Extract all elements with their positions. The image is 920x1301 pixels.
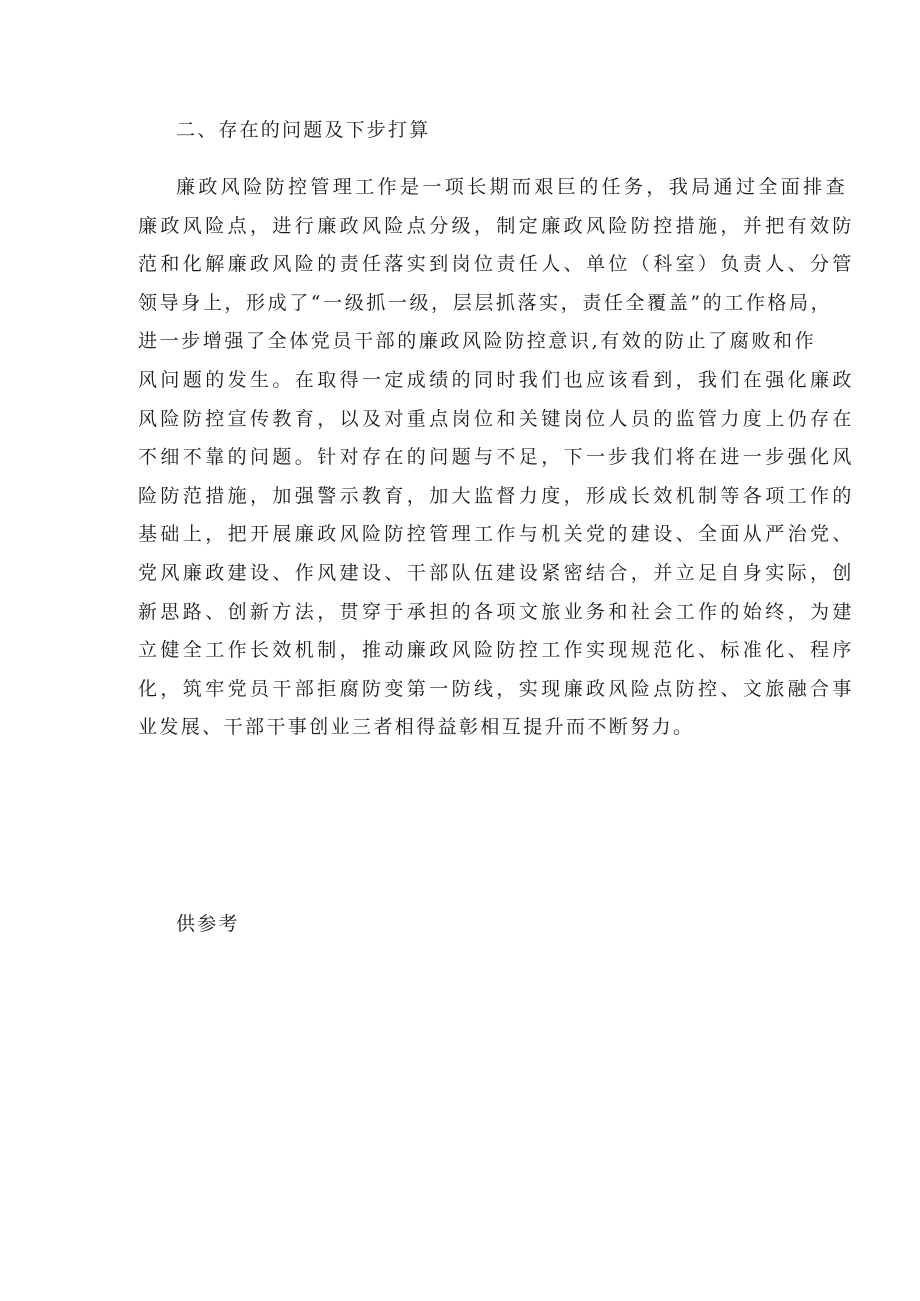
- paragraph-line: 廉政风险防控管理工作是一项长期而艰巨的任务，我局通过全面排查: [176, 176, 849, 198]
- paragraph-line: 领导身上，形成了“一级抓一级，层层抓落实，责任全覆盖”的工作格局，: [138, 291, 833, 314]
- paragraph-line: 新思路、创新方法，贯穿于承担的各项文旅业务和社会工作的始终，为建: [138, 600, 855, 623]
- closing-note: 供参考: [176, 913, 240, 935]
- body-paragraph: [138, 168, 855, 747]
- paragraph-line: 化，筑牢党员干部拒腐防变第一防线，实现廉政风险点防控、文旅融合事: [138, 677, 855, 700]
- paragraph-line: 基础上，把开展廉政风险防控管理工作与机关党的建设、全面从严治党、: [138, 523, 855, 546]
- section-heading: 二、存在的问题及下步打算: [176, 119, 431, 141]
- paragraph-line: 党风廉政建设、作风建设、干部队伍建设紧密结合，并立足自身实际，创: [138, 561, 855, 584]
- paragraph-line: 范和化解廉政风险的责任落实到岗位责任人、单位（科室）负责人、分管: [138, 253, 855, 276]
- paragraph-line: 进一步增强了全体党员干部的廉政风险防控意识,有效的防止了腐败和作: [138, 330, 817, 353]
- paragraph-line: 不细不靠的问题。针对存在的问题与不足，下一步我们将在进一步强化风: [138, 446, 855, 469]
- paragraph-line: 业发展、干部干事创业三者相得益彰相互提升而不断努力。: [138, 716, 695, 739]
- paragraph-line: 廉政风险点，进行廉政风险点分级，制定廉政风险防控措施，并把有效防: [138, 214, 855, 237]
- paragraph-line: 立健全工作长效机制，推动廉政风险防控工作实现规范化、标准化、程序: [138, 639, 855, 662]
- paragraph-line: 风险防控宣传教育，以及对重点岗位和关键岗位人员的监管力度上仍存在: [138, 407, 855, 430]
- paragraph-line: 险防范措施，加强警示教育，加大监督力度，形成长效机制等各项工作的: [138, 484, 855, 507]
- paragraph-line: 风问题的发生。在取得一定成绩的同时我们也应该看到，我们在强化廉政: [138, 368, 855, 391]
